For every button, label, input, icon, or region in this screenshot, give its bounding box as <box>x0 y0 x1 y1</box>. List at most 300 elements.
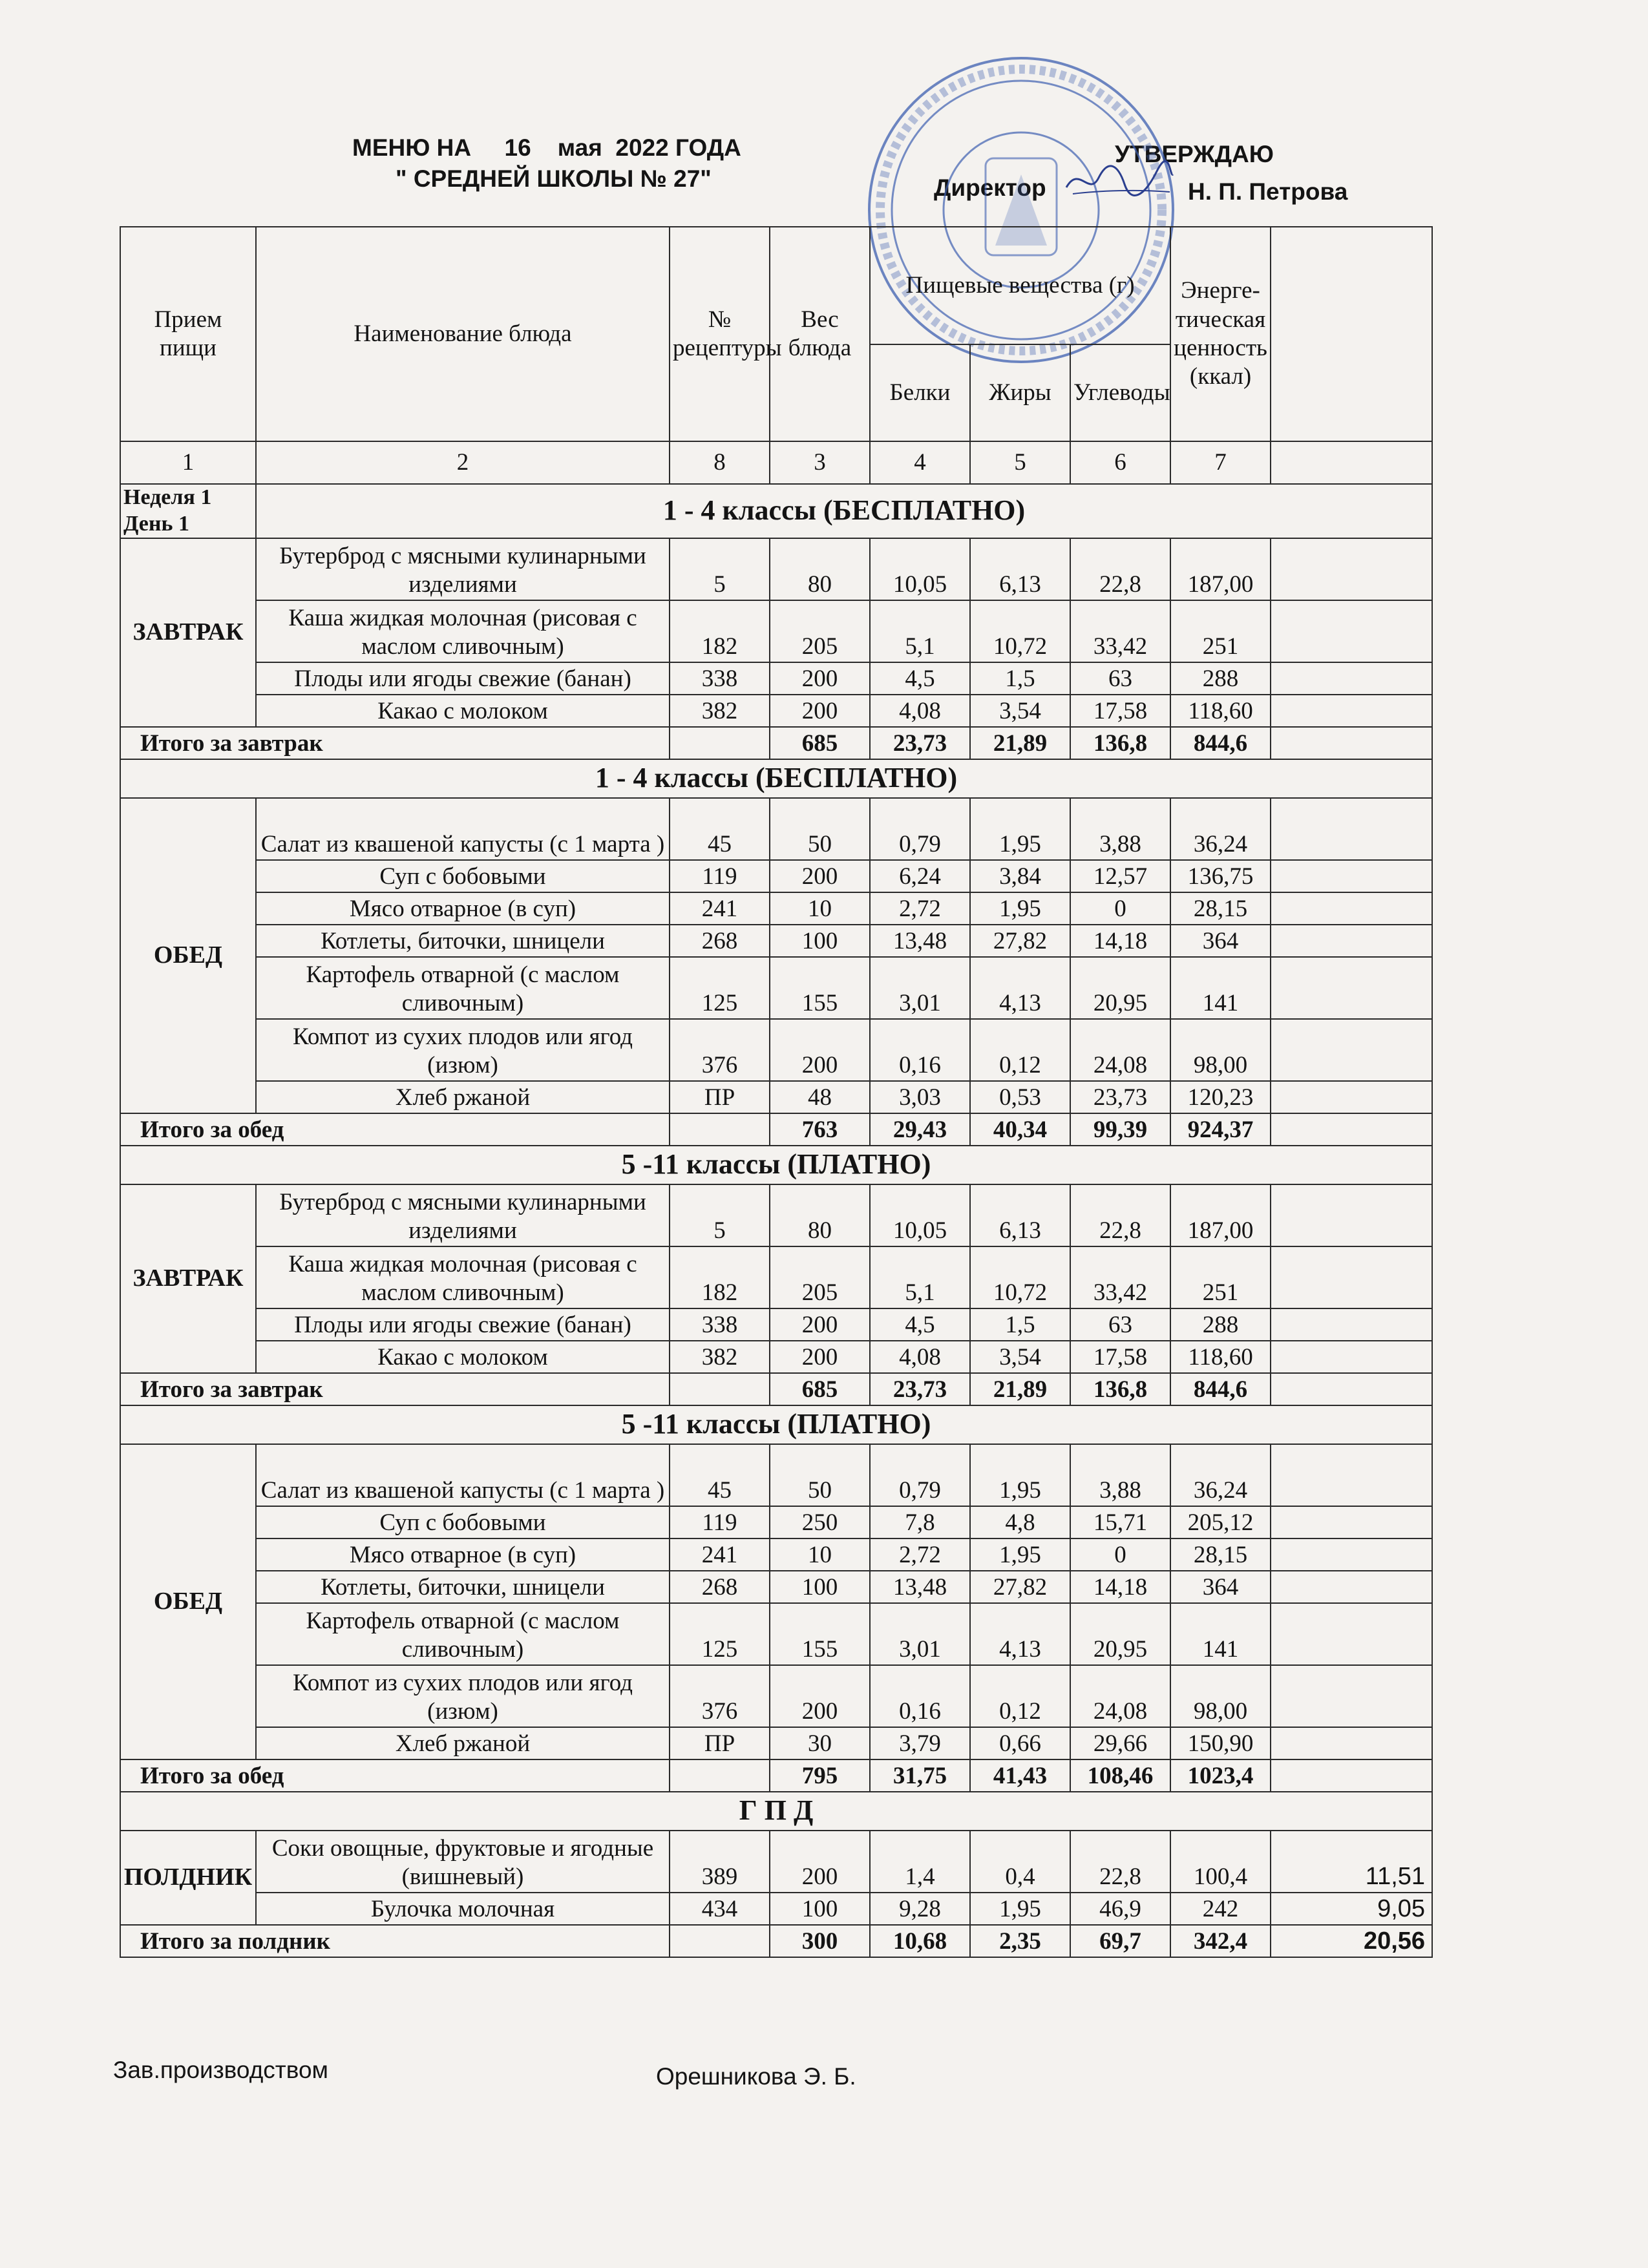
cell-weight: 10 <box>770 892 870 925</box>
dish-name: Салат из квашеной капусты (с 1 марта ) <box>256 798 670 860</box>
cell-energy: 118,60 <box>1170 1341 1271 1373</box>
table-row <box>120 1538 1432 1571</box>
table-row <box>120 1341 1432 1373</box>
table-row <box>120 957 1432 1019</box>
total-weight: 685 <box>770 727 870 759</box>
cell-energy: 100,4 <box>1170 1831 1271 1893</box>
col-header-dish: Наименование блюда <box>256 227 670 441</box>
cell-fat: 4,13 <box>970 1603 1070 1665</box>
column-number-row <box>120 441 1432 484</box>
column-number: 2 <box>256 441 670 484</box>
cell-energy: 242 <box>1170 1893 1271 1925</box>
table-row <box>120 695 1432 727</box>
section-row <box>120 1405 1432 1444</box>
cell-extra <box>1271 1665 1432 1727</box>
cell-extra <box>1271 600 1432 662</box>
cell-protein: 9,28 <box>870 1893 970 1925</box>
cell-carbs: 3,88 <box>1070 1444 1170 1506</box>
table-row <box>120 798 1432 860</box>
cell-extra <box>1271 1308 1432 1341</box>
cell-protein: 4,08 <box>870 1341 970 1373</box>
cell-fat: 1,5 <box>970 662 1070 695</box>
cell-weight: 155 <box>770 957 870 1019</box>
cell-recipe: 182 <box>670 1246 770 1308</box>
dish-name: Котлеты, биточки, шницели <box>256 925 670 957</box>
dish-name: Каша жидкая молочная (рисовая с маслом сливочным) <box>256 1246 670 1308</box>
table-row <box>120 1665 1432 1727</box>
total-row <box>120 1759 1432 1792</box>
total-protein: 10,68 <box>870 1925 970 1957</box>
table-row <box>120 600 1432 662</box>
cell-protein: 2,72 <box>870 1538 970 1571</box>
cell-fat: 1,95 <box>970 798 1070 860</box>
total-extra <box>1271 1759 1432 1792</box>
cell-extra <box>1271 1506 1432 1538</box>
cell-recipe: 119 <box>670 1506 770 1538</box>
total-row <box>120 1113 1432 1146</box>
dish-name: Какао с молоком <box>256 695 670 727</box>
cell-extra: 9,05 <box>1271 1893 1432 1925</box>
table-row <box>120 1506 1432 1538</box>
cell-energy: 36,24 <box>1170 798 1271 860</box>
cell-carbs: 23,73 <box>1070 1081 1170 1113</box>
cell-protein: 1,4 <box>870 1831 970 1893</box>
cell-recipe: 182 <box>670 600 770 662</box>
cell-weight: 10 <box>770 1538 870 1571</box>
cell-recipe: 125 <box>670 957 770 1019</box>
column-number: 3 <box>770 441 870 484</box>
table-row <box>120 1571 1432 1603</box>
footer-signer-name: Орешникова Э. Б. <box>656 2063 856 2090</box>
table-row <box>120 1019 1432 1081</box>
section-title: 1 - 4 классы (БЕСПЛАТНО) <box>256 484 1432 538</box>
dish-name: Мясо отварное (в суп) <box>256 892 670 925</box>
cell-extra <box>1271 1727 1432 1759</box>
cell-extra <box>1271 1246 1432 1308</box>
dish-name: Мясо отварное (в суп) <box>256 1538 670 1571</box>
table-row <box>120 1444 1432 1506</box>
table-row <box>120 1081 1432 1113</box>
cell-fat: 10,72 <box>970 600 1070 662</box>
section-title: 1 - 4 классы (БЕСПЛАТНО) <box>120 759 1432 798</box>
cell-weight: 200 <box>770 860 870 892</box>
cell-recipe: 389 <box>670 1831 770 1893</box>
cell-protein: 4,08 <box>870 695 970 727</box>
col-header-extra <box>1271 227 1432 441</box>
cell-carbs: 24,08 <box>1070 1665 1170 1727</box>
cell-extra <box>1271 892 1432 925</box>
dish-name: Суп с бобовыми <box>256 1506 670 1538</box>
cell-protein: 4,5 <box>870 662 970 695</box>
cell-carbs: 29,66 <box>1070 1727 1170 1759</box>
cell-fat: 1,5 <box>970 1308 1070 1341</box>
cell-energy: 98,00 <box>1170 1019 1271 1081</box>
cell-carbs: 33,42 <box>1070 1246 1170 1308</box>
week-label: Неделя 1 <box>123 485 212 509</box>
cell-weight: 100 <box>770 925 870 957</box>
cell-extra <box>1271 957 1432 1019</box>
cell-fat: 1,95 <box>970 1893 1070 1925</box>
cell-fat: 3,54 <box>970 695 1070 727</box>
total-row <box>120 727 1432 759</box>
cell-fat: 4,8 <box>970 1506 1070 1538</box>
cell-weight: 200 <box>770 695 870 727</box>
cell-energy: 28,15 <box>1170 1538 1271 1571</box>
cell-carbs: 63 <box>1070 1308 1170 1341</box>
cell-protein: 3,79 <box>870 1727 970 1759</box>
cell-energy: 150,90 <box>1170 1727 1271 1759</box>
col-header-fat: Жиры <box>970 344 1070 441</box>
day-label: День 1 <box>123 511 189 536</box>
cell-protein: 0,16 <box>870 1019 970 1081</box>
cell-recipe: 382 <box>670 1341 770 1373</box>
meal-name: ПОЛДНИК <box>120 1831 256 1925</box>
total-fat: 41,43 <box>970 1759 1070 1792</box>
cell-energy: 118,60 <box>1170 695 1271 727</box>
total-weight: 795 <box>770 1759 870 1792</box>
dish-name: Каша жидкая молочная (рисовая с маслом сливочным) <box>256 600 670 662</box>
col-header-protein: Белки <box>870 344 970 441</box>
cell-weight: 50 <box>770 798 870 860</box>
cell-protein: 13,48 <box>870 925 970 957</box>
dish-name: Какао с молоком <box>256 1341 670 1373</box>
column-number: 6 <box>1070 441 1170 484</box>
cell-extra <box>1271 695 1432 727</box>
total-extra <box>1271 727 1432 759</box>
cell-energy: 36,24 <box>1170 1444 1271 1506</box>
cell-fat: 0,66 <box>970 1727 1070 1759</box>
total-protein: 29,43 <box>870 1113 970 1146</box>
director-label: Директор <box>934 174 1046 201</box>
cell-recipe: 376 <box>670 1665 770 1727</box>
cell-fat: 27,82 <box>970 925 1070 957</box>
table-row <box>120 860 1432 892</box>
total-carbs: 136,8 <box>1070 1373 1170 1405</box>
cell-carbs: 17,58 <box>1070 695 1170 727</box>
dish-name: Картофель отварной (с маслом сливочным) <box>256 1603 670 1665</box>
cell-protein: 13,48 <box>870 1571 970 1603</box>
cell-energy: 205,12 <box>1170 1506 1271 1538</box>
cell-recipe: 125 <box>670 1603 770 1665</box>
cell-weight: 100 <box>770 1893 870 1925</box>
cell-recipe: 434 <box>670 1893 770 1925</box>
cell-energy: 364 <box>1170 925 1271 957</box>
cell-protein: 10,05 <box>870 1184 970 1246</box>
cell-recipe: 338 <box>670 1308 770 1341</box>
cell-recipe: ПР <box>670 1081 770 1113</box>
dish-name: Хлеб ржаной <box>256 1081 670 1113</box>
cell-protein: 10,05 <box>870 538 970 600</box>
cell-carbs: 22,8 <box>1070 538 1170 600</box>
cell-carbs: 33,42 <box>1070 600 1170 662</box>
cell-recipe-empty <box>670 1925 770 1957</box>
cell-recipe: 268 <box>670 925 770 957</box>
total-row <box>120 1925 1432 1957</box>
cell-energy: 251 <box>1170 1246 1271 1308</box>
cell-protein: 4,5 <box>870 1308 970 1341</box>
cell-protein: 6,24 <box>870 860 970 892</box>
dish-name: Плоды или ягоды свежие (банан) <box>256 662 670 695</box>
cell-recipe-empty <box>670 1113 770 1146</box>
table-row <box>120 538 1432 600</box>
section-row <box>120 759 1432 798</box>
cell-carbs: 0 <box>1070 1538 1170 1571</box>
cell-recipe: 5 <box>670 538 770 600</box>
column-number: 1 <box>120 441 256 484</box>
cell-weight: 200 <box>770 1665 870 1727</box>
footer-position: Зав.производством <box>113 2057 328 2083</box>
cell-recipe-empty <box>670 1759 770 1792</box>
meal-name: ОБЕД <box>120 1444 256 1759</box>
table-row <box>120 662 1432 695</box>
section-title: 5 -11 классы (ПЛАТНО) <box>120 1146 1432 1184</box>
total-weight: 685 <box>770 1373 870 1405</box>
total-energy: 924,37 <box>1170 1113 1271 1146</box>
cell-energy: 187,00 <box>1170 1184 1271 1246</box>
cell-weight: 205 <box>770 600 870 662</box>
cell-extra <box>1271 1341 1432 1373</box>
table-row <box>120 1308 1432 1341</box>
cell-extra <box>1271 1603 1432 1665</box>
section-row <box>120 1792 1432 1831</box>
column-number: 8 <box>670 441 770 484</box>
cell-recipe: 45 <box>670 798 770 860</box>
total-protein: 23,73 <box>870 727 970 759</box>
column-number: 7 <box>1170 441 1271 484</box>
dish-name: Соки овощные, фруктовые и ягодные (вишневый) <box>256 1831 670 1893</box>
total-label: Итого за обед <box>120 1759 670 1792</box>
cell-recipe: 45 <box>670 1444 770 1506</box>
cell-protein: 0,79 <box>870 798 970 860</box>
meal-name: ЗАВТРАК <box>120 538 256 727</box>
week-day-label <box>120 484 256 538</box>
cell-protein: 5,1 <box>870 1246 970 1308</box>
meal-name: ЗАВТРАК <box>120 1184 256 1373</box>
table-row <box>120 1184 1432 1246</box>
table-row <box>120 1831 1432 1893</box>
cell-extra <box>1271 1538 1432 1571</box>
cell-weight: 200 <box>770 1019 870 1081</box>
cell-weight: 100 <box>770 1571 870 1603</box>
cell-energy: 141 <box>1170 1603 1271 1665</box>
cell-carbs: 14,18 <box>1070 925 1170 957</box>
cell-protein: 3,01 <box>870 1603 970 1665</box>
cell-energy: 288 <box>1170 662 1271 695</box>
dish-name: Бутерброд с мясными кулинарными изделиями <box>256 1184 670 1246</box>
cell-fat: 10,72 <box>970 1246 1070 1308</box>
col-header-nutrients: Пищевые вещества (г) <box>870 227 1170 344</box>
total-extra <box>1271 1113 1432 1146</box>
total-fat: 21,89 <box>970 1373 1070 1405</box>
cell-carbs: 63 <box>1070 662 1170 695</box>
cell-recipe-empty <box>670 1373 770 1405</box>
cell-recipe-empty <box>670 727 770 759</box>
total-energy: 844,6 <box>1170 727 1271 759</box>
total-fat: 21,89 <box>970 727 1070 759</box>
school-name: " СРЕДНЕЙ ШКОЛЫ № 27" <box>396 165 712 192</box>
total-fat: 40,34 <box>970 1113 1070 1146</box>
header-row-1 <box>120 227 1432 344</box>
cell-energy: 136,75 <box>1170 860 1271 892</box>
cell-extra <box>1271 538 1432 600</box>
cell-extra <box>1271 925 1432 957</box>
menu-body <box>120 484 1432 1957</box>
approve-label: УТВЕРЖДАЮ <box>1115 141 1274 167</box>
cell-energy: 187,00 <box>1170 538 1271 600</box>
cell-weight: 200 <box>770 1341 870 1373</box>
cell-fat: 1,95 <box>970 1538 1070 1571</box>
dish-name: Картофель отварной (с маслом сливочным) <box>256 957 670 1019</box>
total-weight: 300 <box>770 1925 870 1957</box>
meal-name: ОБЕД <box>120 798 256 1113</box>
cell-weight: 48 <box>770 1081 870 1113</box>
cell-fat: 1,95 <box>970 1444 1070 1506</box>
cell-fat: 3,84 <box>970 860 1070 892</box>
table-row <box>120 892 1432 925</box>
dish-name: Суп с бобовыми <box>256 860 670 892</box>
menu-title: МЕНЮ НА 16 мая 2022 ГОДА <box>352 134 741 161</box>
total-row <box>120 1373 1432 1405</box>
cell-extra <box>1271 1184 1432 1246</box>
total-extra: 20,56 <box>1271 1925 1432 1957</box>
cell-carbs: 22,8 <box>1070 1184 1170 1246</box>
cell-extra <box>1271 1081 1432 1113</box>
total-label: Итого за обед <box>120 1113 670 1146</box>
cell-weight: 200 <box>770 1308 870 1341</box>
col-header-meal: Прием пищи <box>120 227 256 441</box>
total-carbs: 108,46 <box>1070 1759 1170 1792</box>
cell-carbs: 15,71 <box>1070 1506 1170 1538</box>
cell-fat: 0,53 <box>970 1081 1070 1113</box>
cell-fat: 3,54 <box>970 1341 1070 1373</box>
cell-weight: 200 <box>770 662 870 695</box>
cell-recipe: ПР <box>670 1727 770 1759</box>
total-label: Итого за завтрак <box>120 727 670 759</box>
total-carbs: 136,8 <box>1070 727 1170 759</box>
cell-weight: 80 <box>770 538 870 600</box>
total-label: Итого за завтрак <box>120 1373 670 1405</box>
column-number: 5 <box>970 441 1070 484</box>
table-row <box>120 925 1432 957</box>
cell-fat: 1,95 <box>970 892 1070 925</box>
col-header-energy: Энерге-тическая ценность (ккал) <box>1170 227 1271 441</box>
cell-carbs: 14,18 <box>1070 1571 1170 1603</box>
cell-energy: 141 <box>1170 957 1271 1019</box>
total-energy: 1023,4 <box>1170 1759 1271 1792</box>
cell-weight: 205 <box>770 1246 870 1308</box>
cell-protein: 2,72 <box>870 892 970 925</box>
col-header-weight: Вес блюда <box>770 227 870 441</box>
cell-recipe: 241 <box>670 1538 770 1571</box>
cell-carbs: 46,9 <box>1070 1893 1170 1925</box>
cell-recipe: 119 <box>670 860 770 892</box>
cell-carbs: 3,88 <box>1070 798 1170 860</box>
total-fat: 2,35 <box>970 1925 1070 1957</box>
total-label: Итого за полдник <box>120 1925 670 1957</box>
cell-weight: 250 <box>770 1506 870 1538</box>
cell-extra <box>1271 1444 1432 1506</box>
section-row <box>120 1146 1432 1184</box>
cell-extra <box>1271 798 1432 860</box>
cell-protein: 0,79 <box>870 1444 970 1506</box>
cell-protein: 5,1 <box>870 600 970 662</box>
table-row <box>120 1603 1432 1665</box>
dish-name: Котлеты, биточки, шницели <box>256 1571 670 1603</box>
col-header-carbs: Углеводы <box>1070 344 1170 441</box>
cell-extra <box>1271 1019 1432 1081</box>
cell-carbs: 17,58 <box>1070 1341 1170 1373</box>
cell-weight: 155 <box>770 1603 870 1665</box>
cell-fat: 4,13 <box>970 957 1070 1019</box>
section-title: 5 -11 классы (ПЛАТНО) <box>120 1405 1432 1444</box>
cell-energy: 120,23 <box>1170 1081 1271 1113</box>
total-weight: 763 <box>770 1113 870 1146</box>
cell-extra: 11,51 <box>1271 1831 1432 1893</box>
section-title: Г П Д <box>120 1792 1432 1831</box>
cell-protein: 3,01 <box>870 957 970 1019</box>
cell-energy: 288 <box>1170 1308 1271 1341</box>
cell-energy: 364 <box>1170 1571 1271 1603</box>
cell-recipe: 5 <box>670 1184 770 1246</box>
cell-fat: 0,12 <box>970 1019 1070 1081</box>
cell-recipe: 268 <box>670 1571 770 1603</box>
dish-name: Компот из сухих плодов или ягод (изюм) <box>256 1019 670 1081</box>
table-row <box>120 1893 1432 1925</box>
cell-energy: 28,15 <box>1170 892 1271 925</box>
total-carbs: 99,39 <box>1070 1113 1170 1146</box>
dish-name: Компот из сухих плодов или ягод (изюм) <box>256 1665 670 1727</box>
total-energy: 342,4 <box>1170 1925 1271 1957</box>
cell-fat: 6,13 <box>970 538 1070 600</box>
cell-carbs: 20,95 <box>1070 957 1170 1019</box>
total-energy: 844,6 <box>1170 1373 1271 1405</box>
director-name: Н. П. Петрова <box>1188 178 1348 205</box>
cell-recipe: 382 <box>670 695 770 727</box>
cell-carbs: 0 <box>1070 892 1170 925</box>
menu-table <box>120 226 1433 1958</box>
section-row <box>120 484 1432 538</box>
cell-protein: 0,16 <box>870 1665 970 1727</box>
cell-fat: 0,4 <box>970 1831 1070 1893</box>
director-signature <box>1060 158 1176 204</box>
cell-weight: 200 <box>770 1831 870 1893</box>
cell-extra <box>1271 662 1432 695</box>
cell-carbs: 24,08 <box>1070 1019 1170 1081</box>
cell-carbs: 20,95 <box>1070 1603 1170 1665</box>
cell-extra <box>1271 1571 1432 1603</box>
dish-name: Булочка молочная <box>256 1893 670 1925</box>
col-header-recipe: № рецептуры <box>670 227 770 441</box>
dish-name: Хлеб ржаной <box>256 1727 670 1759</box>
cell-weight: 50 <box>770 1444 870 1506</box>
total-carbs: 69,7 <box>1070 1925 1170 1957</box>
dish-name: Бутерброд с мясными кулинарными изделиями <box>256 538 670 600</box>
cell-recipe: 241 <box>670 892 770 925</box>
cell-extra <box>1271 860 1432 892</box>
dish-name: Плоды или ягоды свежие (банан) <box>256 1308 670 1341</box>
cell-protein: 7,8 <box>870 1506 970 1538</box>
cell-recipe: 376 <box>670 1019 770 1081</box>
total-protein: 31,75 <box>870 1759 970 1792</box>
cell-energy: 251 <box>1170 600 1271 662</box>
cell-carbs: 12,57 <box>1070 860 1170 892</box>
cell-fat: 27,82 <box>970 1571 1070 1603</box>
cell-fat: 0,12 <box>970 1665 1070 1727</box>
cell-weight: 30 <box>770 1727 870 1759</box>
column-number-empty <box>1271 441 1432 484</box>
table-row <box>120 1727 1432 1759</box>
column-number: 4 <box>870 441 970 484</box>
